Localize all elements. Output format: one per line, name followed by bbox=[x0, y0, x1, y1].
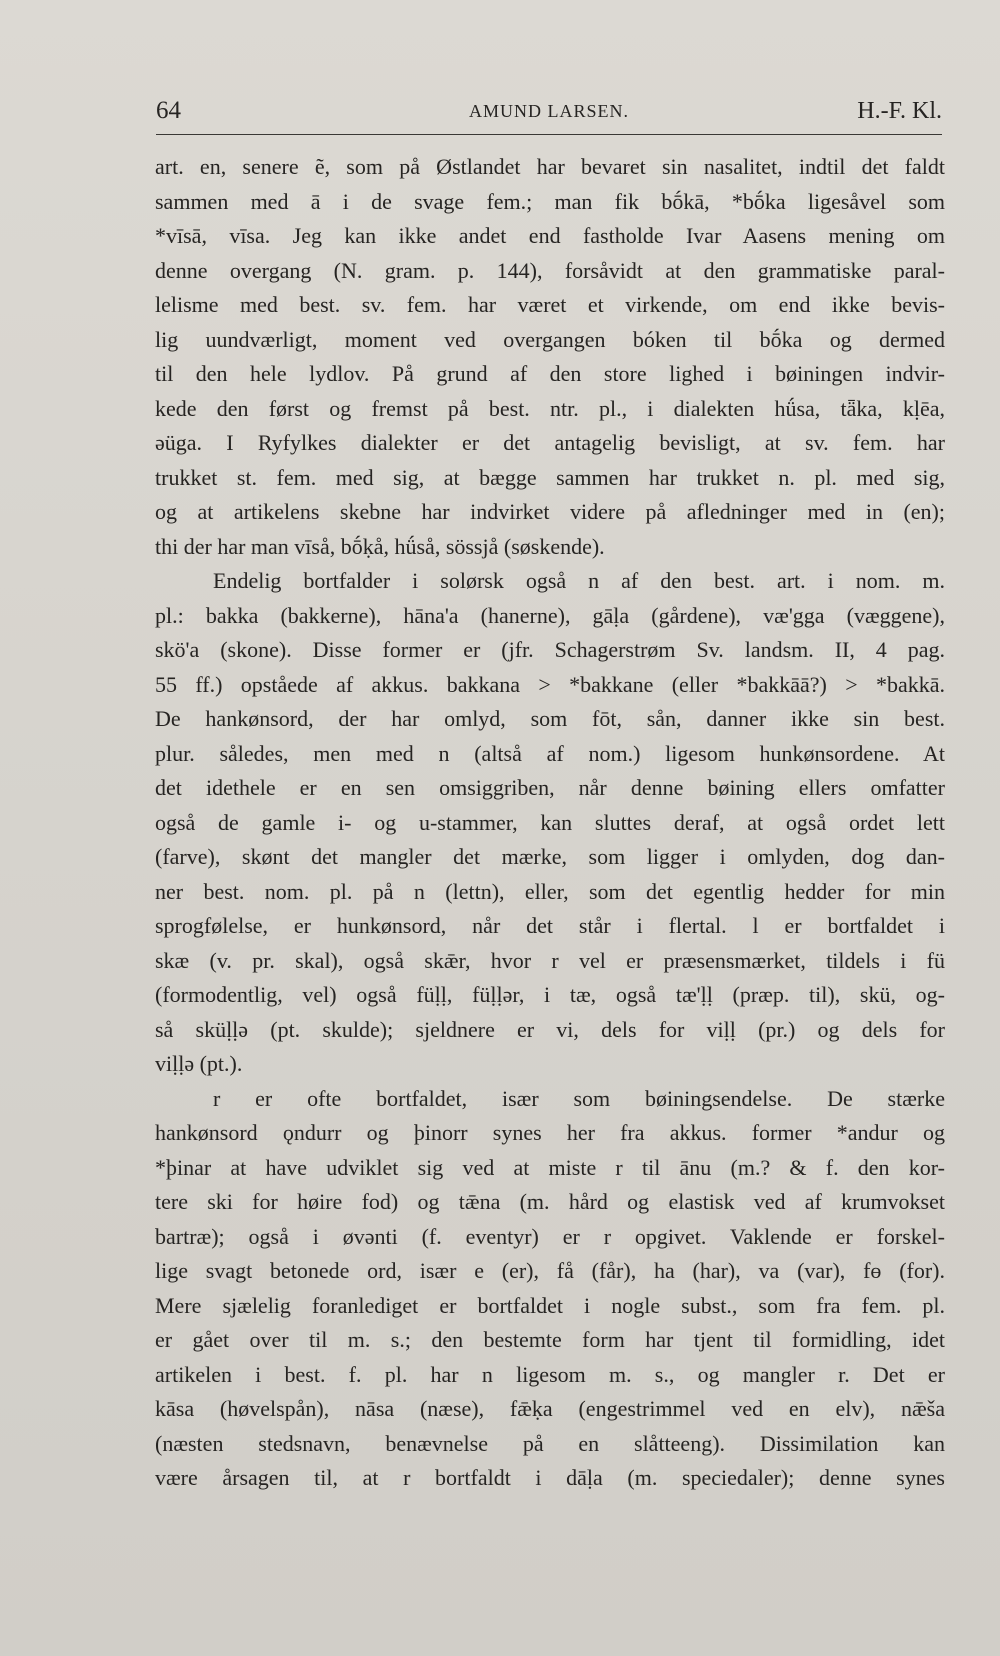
page-number: 64 bbox=[156, 97, 181, 124]
text-line: og at artikelens skebne har indvirket videre på afledninger med in (en); bbox=[155, 499, 945, 524]
running-head-class: H.-F. Kl. bbox=[857, 98, 942, 124]
text-line: *þinar at have udviklet sig ved at miste r til ānu (m.? & f. den kor- bbox=[155, 1154, 945, 1180]
text-line: så sküḷḷə (pt. skulde); sjeldnere er vi, dels for viḷḷ (pr.) og dels for bbox=[155, 1016, 945, 1042]
text-line: Mere sjælelig foranlediget er bortfaldet i nogle subst., som fra fem. pl. bbox=[155, 1292, 945, 1318]
text-line: sprogfølelse, er hunkønsord, når det står i flertal. l er bortfaldet i bbox=[155, 913, 945, 938]
text-line: trukket st. fem. med sig, at bægge sammen har trukket n. pl. med sig, bbox=[155, 464, 945, 490]
text-line: əüga. I Ryfylkes dialekter er det antagelig bevisligt, at sv. fem. har bbox=[155, 430, 945, 455]
text-line: sammen med ā i de svage fem.; man fik bṓkā, *bṓka ligesåvel som bbox=[155, 188, 945, 214]
text-line: hankønsord ǫndurr og þinorr synes her fra akkus. former *andur og bbox=[155, 1120, 945, 1145]
text-line: skæ (v. pr. skal), også skǣr, hvor r vel er præsensmærket, tildels i fü bbox=[155, 947, 945, 973]
body-text bbox=[155, 150, 945, 1496]
text-line: denne overgang (N. gram. p. 144), forsåvidt at den grammatiske paral- bbox=[155, 257, 945, 283]
text-line: være årsagen til, at r bortfaldt i dāḷa (m. speciedaler); denne synes bbox=[155, 1465, 945, 1490]
text-line: er gået over til m. s.; den bestemte form har tjent til formidling, idet bbox=[155, 1327, 945, 1352]
text-line: lige svagt betonede ord, især e (er), få (får), ha (har), va (var), fɵ (for). bbox=[155, 1258, 945, 1283]
running-head bbox=[156, 94, 942, 128]
text-line: kede den først og fremst på best. ntr. pl., i dialekten hǘsa, tǟka, kḷēa, bbox=[155, 395, 945, 421]
running-head-author: AMUND LARSEN. bbox=[468, 101, 629, 121]
header-rule bbox=[156, 134, 942, 135]
text-line: thi der har man vīså, bṓḳå, hǘså, sössjå (søskende). bbox=[155, 533, 605, 559]
text-line: ner best. nom. pl. på n (lettn), eller, som det egentlig hedder for min bbox=[155, 878, 945, 904]
text-line: til den hele lydlov. På grund af den store lighed i bøiningen indvir- bbox=[155, 361, 945, 386]
text-line: tere ski for høire fod) og tǣna (m. hård og elastisk ved af krumvokset bbox=[155, 1189, 945, 1214]
text-line: (formodentlig, vel) også füḷḷ, füḷḷər, i tæ, også tæ'ḷḷ (præp. til), skü, og- bbox=[155, 982, 945, 1007]
text-line: 55 ff.) opståede af akkus. bakkana > *bakkane (eller *bakkāā?) > *bakkā. bbox=[155, 671, 945, 697]
text-line: (næsten stedsnavn, benævnelse på en slåtteeng). Dissimilation kan bbox=[155, 1430, 945, 1456]
text-line: lig uundværligt, moment ved overgangen bóken til bṓka og dermed bbox=[155, 326, 945, 352]
text-line: pl.: bakka (bakkerne), hāna'a (hanerne), gāḷa (gårdene), væ'gga (væggene), bbox=[155, 602, 945, 628]
paragraph-start-line: r er ofte bortfaldet, især som bøiningsendelse. De stærke bbox=[213, 1085, 945, 1111]
text-line: art. en, senere ẽ, som på Østlandet har bevaret sin nasalitet, indtil det faldt bbox=[155, 154, 945, 179]
text-line: også de gamle i- og u-stammer, kan sluttes deraf, at også ordet lett bbox=[155, 809, 945, 835]
text-line: De hankønsord, der har omlyd, som fōt, sån, danner ikke sin best. bbox=[155, 706, 945, 731]
text-line: viḷḷə (pt.). bbox=[155, 1051, 243, 1076]
text-line: *vīsā, vīsa. Jeg kan ikke andet end fastholde Ivar Aasens mening om bbox=[155, 223, 945, 248]
text-line: plur. således, men med n (altså af nom.) ligesom hunkønsordene. At bbox=[155, 740, 945, 766]
text-line: kāsa (høvelspån), nāsa (næse), fǣḳa (engestrimmel ved en elv), nǣša bbox=[155, 1396, 945, 1421]
text-line: (farve), skønt det mangler det mærke, som ligger i omlyden, dog dan- bbox=[155, 844, 945, 869]
text-line: artikelen i best. f. pl. har n ligesom m. s., og mangler r. Det er bbox=[155, 1361, 945, 1387]
text-line: bartræ); også i øvənti (f. eventyr) er r opgivet. Vaklende er forskel- bbox=[155, 1223, 945, 1249]
text-line: skö'a (skone). Disse former er (jfr. Schagerstrøm Sv. landsm. II, 4 pag. bbox=[155, 637, 945, 662]
text-line: det idethele er en sen omsiggriben, når denne bøining ellers omfatter bbox=[155, 775, 945, 800]
text-line: lelisme med best. sv. fem. har været et virkende, om end ikke bevis- bbox=[155, 292, 945, 317]
paragraph-start-line: Endelig bortfalder i solørsk også n af den best. art. i nom. m. bbox=[213, 568, 945, 593]
